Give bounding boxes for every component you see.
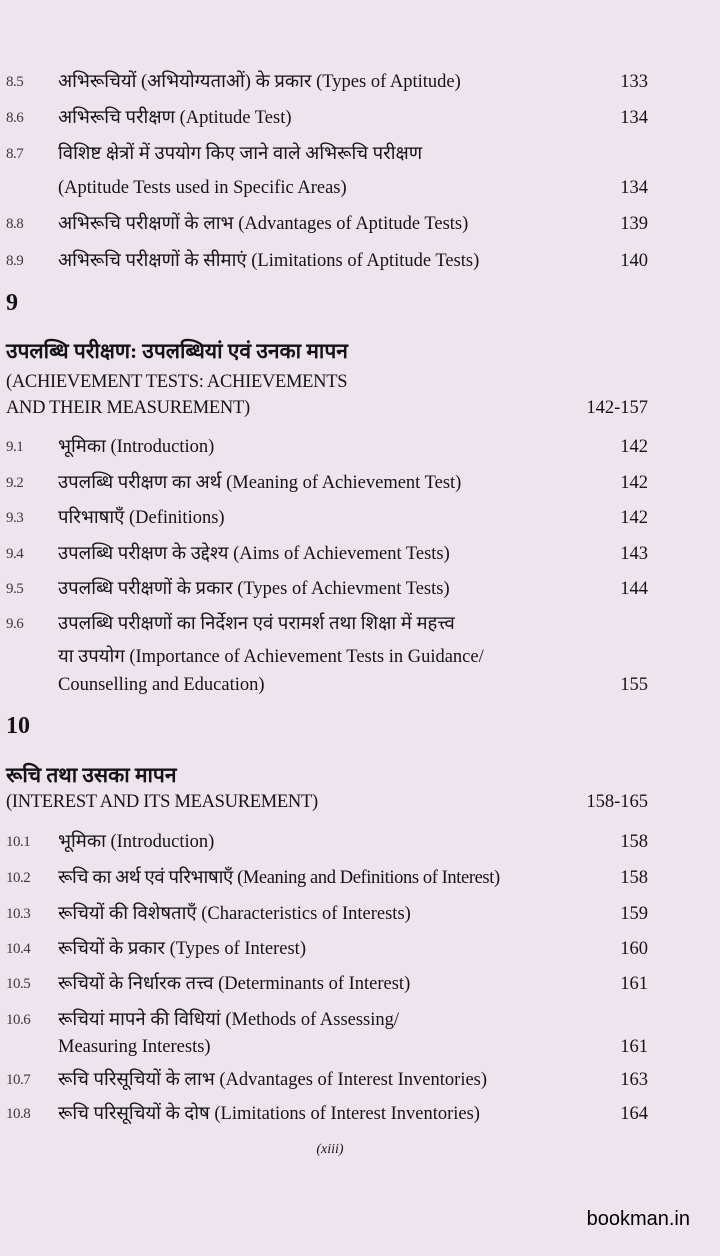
entry-title: रूचियों के प्रकार (Types of Interest) [58, 939, 306, 959]
entry-number: 9.5 [6, 581, 24, 597]
entry-page: 161 [620, 974, 648, 994]
toc-entry [0, 608, 720, 640]
toc-entry [0, 138, 720, 170]
watermark: bookman.in [586, 1208, 690, 1230]
entry-title: उपलब्धि परीक्षणों के प्रकार (Types of Achievment Tests) [58, 579, 450, 599]
entry-page: 163 [620, 1070, 648, 1090]
entry-page: 142 [620, 437, 648, 457]
toc-entry [0, 431, 720, 463]
entry-title: रूचियों की विशेषताएँ (Characteristics of Interests) [58, 904, 411, 924]
chapter-number: 10 [6, 713, 30, 739]
entry-page: 158 [620, 832, 648, 852]
entry-page: 160 [620, 939, 648, 959]
entry-title: रूचि परिसूचियों के लाभ (Advantages of Interest Inventories) [58, 1070, 488, 1090]
entry-number: 10.8 [6, 1106, 31, 1122]
entry-number: 10.4 [6, 941, 31, 957]
entry-title: विशिष्ट क्षेत्रों में उपयोग किए जाने वाले अभिरूचि परीक्षण [58, 144, 423, 164]
chapter-title-english: (INTEREST AND ITS MEASUREMENT) [6, 792, 318, 812]
toc-entry-continuation [0, 1031, 720, 1063]
entry-title: अभिरूचि परीक्षणों के सीमाएं (Limitations of Aptitude Tests) [58, 251, 480, 271]
toc-entry [0, 826, 720, 858]
chapter-title-hindi: उपलब्धि परीक्षण: उपलब्धियां एवं उनका मापन [6, 339, 348, 363]
entry-page: 142 [620, 473, 648, 493]
entry-title: Measuring Interests) [58, 1037, 211, 1057]
toc-entry-continuation [0, 669, 720, 701]
toc-entry [0, 245, 720, 277]
chapter-number: 9 [6, 290, 18, 316]
entry-page: 143 [620, 544, 648, 564]
entry-title: उपलब्धि परीक्षण के उद्देश्य (Aims of Achievement Tests) [58, 544, 450, 564]
entry-title: रूचि परिसूचियों के दोष (Limitations of Interest Inventories) [58, 1104, 480, 1124]
entry-number: 8.5 [6, 74, 24, 90]
entry-title: (Aptitude Tests used in Specific Areas) [58, 178, 347, 198]
toc-entry [0, 968, 720, 1000]
entry-number: 8.7 [6, 146, 24, 162]
entry-page: 164 [620, 1104, 648, 1124]
chapter-title-english: (ACHIEVEMENT TESTS: ACHIEVEMENTS [6, 372, 348, 392]
toc-entry [0, 573, 720, 605]
toc-entry [0, 102, 720, 134]
entry-title: अभिरूचियों (अभियोग्यताओं) के प्रकार (Types of Aptitude) [58, 72, 461, 92]
entry-page: 155 [620, 675, 648, 695]
entry-number: 9.1 [6, 439, 24, 455]
entry-page: 158 [620, 868, 648, 888]
toc-entry [0, 1064, 720, 1096]
entry-page: 133 [620, 72, 648, 92]
entry-number: 10.5 [6, 976, 31, 992]
chapter-title-english-line2: AND THEIR MEASUREMENT) [6, 398, 250, 418]
toc-entry [0, 862, 720, 894]
entry-title: रूचियों के निर्धारक तत्त्व (Determinants of Interest) [58, 974, 411, 994]
chapter-page-range: 158-165 [586, 792, 648, 812]
chapter-page-range: 142-157 [586, 398, 648, 418]
entry-number: 10.3 [6, 906, 31, 922]
entry-title: उपलब्धि परीक्षण का अर्थ (Meaning of Achievement Test) [58, 473, 462, 493]
toc-entry [0, 66, 720, 98]
entry-title: अभिरूचि परीक्षण (Aptitude Test) [58, 108, 292, 128]
entry-page: 139 [620, 214, 648, 234]
toc-entry [0, 1098, 720, 1130]
toc-entry [0, 933, 720, 965]
entry-number: 10.1 [6, 834, 31, 850]
entry-number: 10.7 [6, 1072, 31, 1088]
entry-title: रूचियां मापने की विधियां (Methods of Assessing/ [58, 1010, 400, 1030]
toc-entry [0, 467, 720, 499]
entry-number: 9.2 [6, 475, 24, 491]
entry-title: भूमिका (Introduction) [58, 832, 215, 852]
toc-entry [0, 208, 720, 240]
entry-number: 9.4 [6, 546, 24, 562]
entry-page: 134 [620, 178, 648, 198]
entry-title: उपलब्धि परीक्षणों का निर्देशन एवं परामर्श तथा शिक्षा में महत्त्व [58, 614, 455, 634]
entry-page: 144 [620, 579, 648, 599]
entry-number: 9.6 [6, 616, 24, 632]
entry-page: 159 [620, 904, 648, 924]
toc-entry [0, 502, 720, 534]
entry-title: भूमिका (Introduction) [58, 437, 215, 457]
entry-title: अभिरूचि परीक्षणों के लाभ (Advantages of Aptitude Tests) [58, 214, 469, 234]
entry-title: परिभाषाएँ (Definitions) [58, 508, 225, 528]
entry-number: 8.8 [6, 216, 24, 232]
entry-page: 161 [620, 1037, 648, 1057]
entry-number: 10.6 [6, 1012, 31, 1028]
toc-entry [0, 538, 720, 570]
entry-page: 134 [620, 108, 648, 128]
toc-entry-continuation [0, 172, 720, 204]
entry-number: 8.9 [6, 253, 24, 269]
entry-number: 10.2 [6, 870, 31, 886]
entry-number: 8.6 [6, 110, 24, 126]
entry-title: Counselling and Education) [58, 675, 265, 695]
page-number-footer: (xiii) [316, 1142, 344, 1157]
entry-page: 142 [620, 508, 648, 528]
chapter-title-hindi: रूचि तथा उसका मापन [6, 763, 177, 787]
entry-title: या उपयोग (Importance of Achievement Tests in Guidance/ [58, 647, 484, 667]
entry-number: 9.3 [6, 510, 24, 526]
toc-entry [0, 898, 720, 930]
entry-page: 140 [620, 251, 648, 271]
entry-title: रूचि का अर्थ एवं परिभाषाएँ (Meaning and Definitions of Interest) [58, 868, 500, 888]
